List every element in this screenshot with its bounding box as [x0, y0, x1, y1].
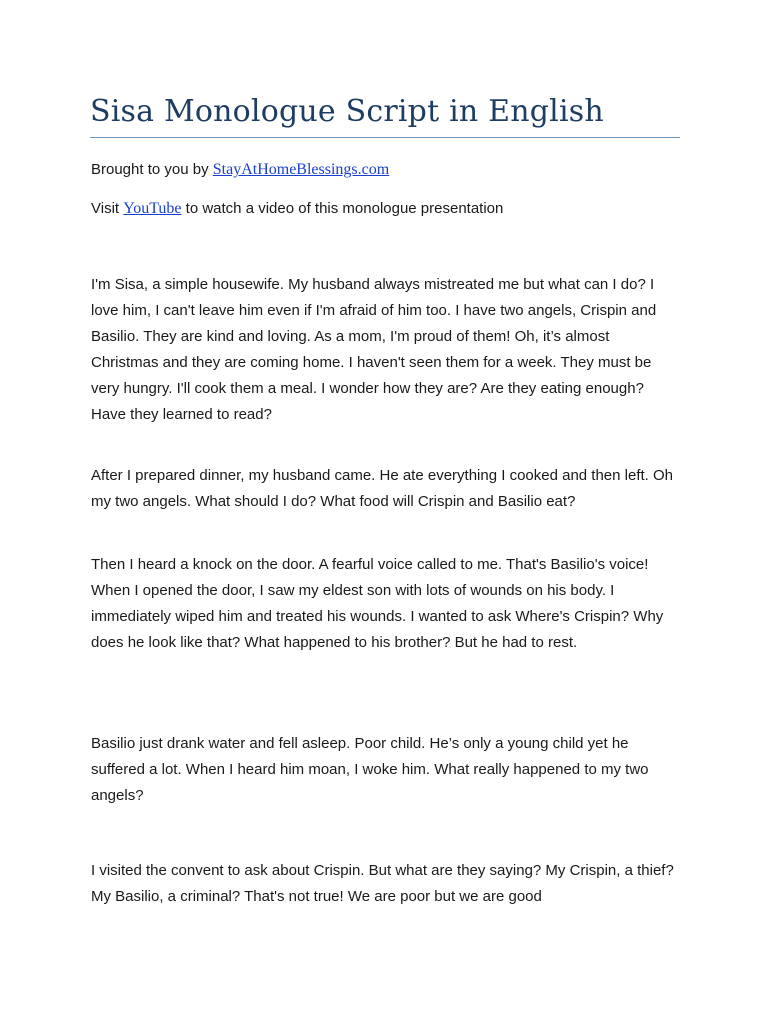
- monologue-paragraph-4: Basilio just drank water and fell asleep. Poor child. He’s only a young child yet he suffered a lot. When I heard him moan, I woke him. What really happened to my two angels?: [91, 735, 649, 804]
- monologue-paragraph-5: I visited the convent to ask about Crispin. But what are they saying? My Crispin, a thief? My Basilio, a criminal? That's not true! We are poor but we are good: [91, 862, 674, 905]
- attribution-line: [91, 157, 681, 183]
- video-suffix: to watch a video of this monologue presentation: [181, 200, 504, 217]
- youtube-link[interactable]: YouTube: [123, 200, 182, 217]
- page-title: Sisa Monologue Script in English: [90, 94, 604, 129]
- attribution-prefix: Brought to you by: [91, 161, 213, 178]
- stayathomeblessings-link[interactable]: StayAtHomeBlessings.com: [212, 161, 390, 178]
- monologue-paragraph-3: Then I heard a knock on the door. A fearful voice called to me. That's Basilio's voice! When I opened the door, I saw my eldest son with lots of wounds on his body. I immediately wiped him and treated his wounds. I wanted to ask Where's Crispin? Why does he look like that? What happened to his brother? But he had to rest.: [91, 556, 664, 651]
- video-prefix: Visit: [91, 200, 124, 217]
- video-line: [91, 196, 681, 222]
- monologue-paragraph-2: After I prepared dinner, my husband came. He ate everything I cooked and then left. Oh my two angels. What should I do? What food will Crispin and Basilio eat?: [91, 467, 674, 510]
- title-underline-divider: [90, 137, 680, 138]
- monologue-paragraph-1: I'm Sisa, a simple housewife. My husband always mistreated me but what can I do? I love him, I can't leave him even if I'm afraid of him too. I have two angels, Crispin and Basilio. They are kind and loving. As a mom, I'm proud of them! Oh, it’s almost Christmas and they are coming home. I haven't seen them for a week. They must be very hungry. I'll cook them a meal. I wonder how they are? Are they eating enough? Have they learned to read?: [91, 276, 657, 423]
